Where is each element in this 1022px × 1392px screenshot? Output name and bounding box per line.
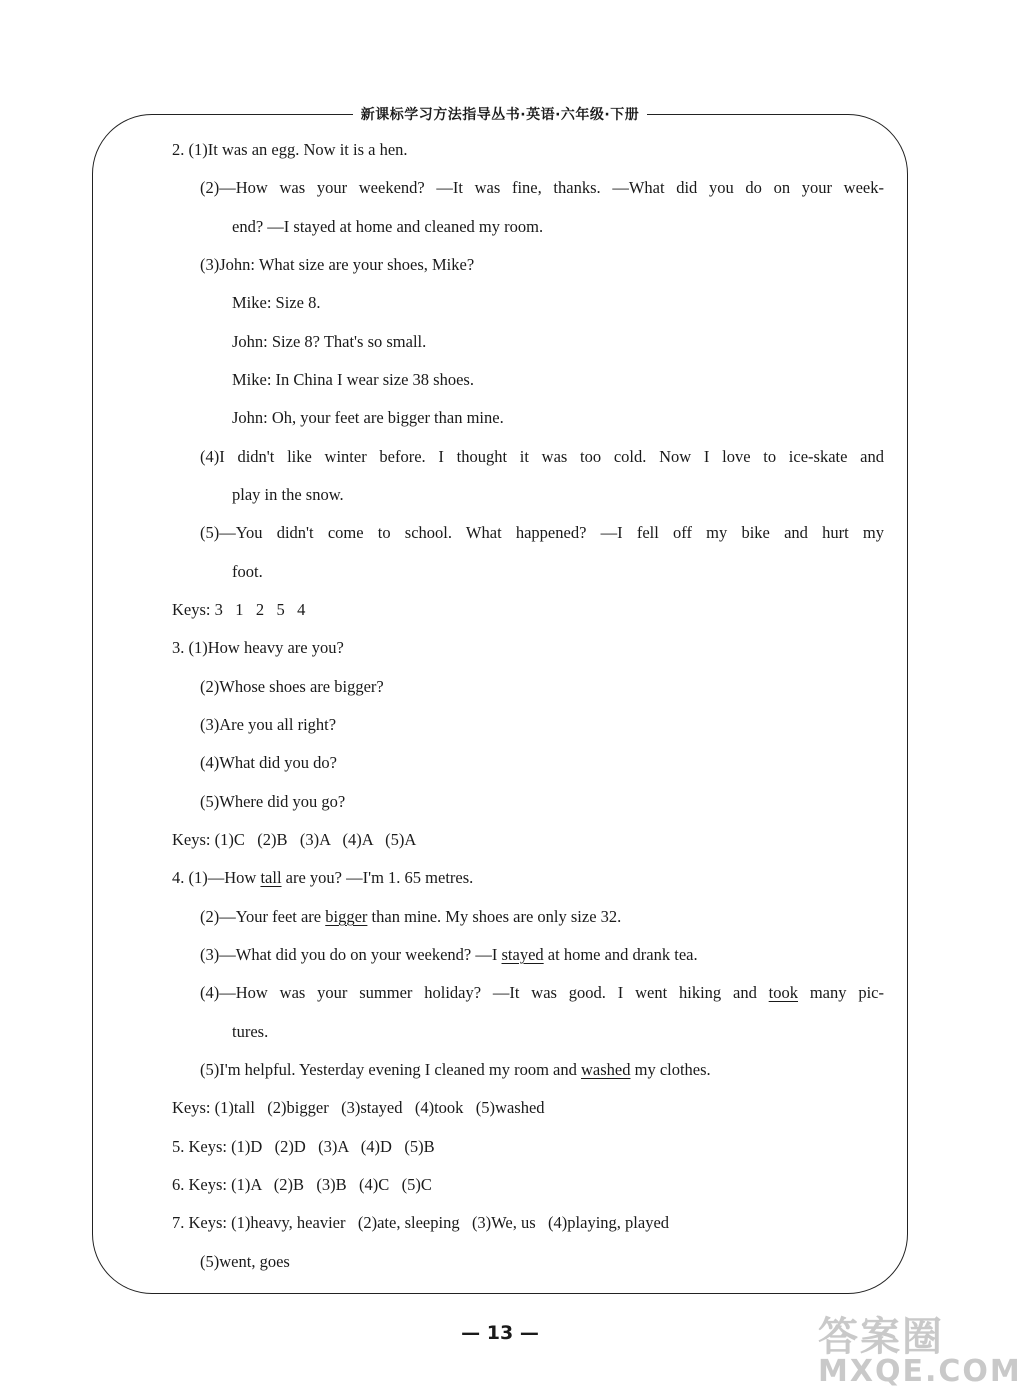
q3-line-5: (5)Where did you go? <box>200 792 346 811</box>
q4-line-6-a: (5)I'm helpful. Yesterday evening I cleaned my room and <box>200 1060 581 1079</box>
watermark-line-2: MXQE.COM <box>818 1354 1022 1389</box>
q2-line-3: end? —I stayed at home and cleaned my room. <box>232 217 544 236</box>
q2-line-7: Mike: In China I wear size 38 shoes. <box>232 370 474 389</box>
q3-line-2: (2)Whose shoes are bigger? <box>200 677 384 696</box>
watermark-logo <box>818 1305 1022 1389</box>
q4-line-4 <box>200 983 884 1003</box>
q3-line-1: 3. (1)How heavy are you? <box>172 638 344 657</box>
q5-keys: 5. Keys: (1)D (2)D (3)A (4)D (5)B <box>172 1137 435 1156</box>
q2-line-2: (2)—How was your weekend? —It was fine, thanks. —What did you do on your week- <box>200 178 884 197</box>
q2-line-9: (4)I didn't like winter before. I thought it was too cold. Now I love to ice-skate and <box>200 447 884 466</box>
q4-line-3-a: (3)—What did you do on your weekend? —I <box>200 945 502 964</box>
q4-line-3-b: at home and drank tea. <box>543 945 698 964</box>
q2-line-6: John: Size 8? That's so small. <box>232 332 427 351</box>
q4-keys: Keys: (1)tall (2)bigger (3)stayed (4)took (5)washed <box>172 1098 545 1117</box>
q4-answer-5: washed <box>581 1060 631 1079</box>
q4-answer-2: bigger <box>325 907 368 926</box>
q2-line-1: 2. (1)It was an egg. Now it is a hen. <box>172 140 408 159</box>
q4-line-6 <box>200 1060 711 1080</box>
q3-keys: Keys: (1)C (2)B (3)A (4)A (5)A <box>172 830 417 849</box>
watermark-line-1: 答案圈 <box>818 1314 944 1360</box>
q4-line-5: tures. <box>232 1022 269 1041</box>
q4-line-2 <box>200 907 621 927</box>
q4-line-1-a: 4. (1)—How <box>172 868 261 887</box>
q4-line-6-b: my clothes. <box>630 1060 711 1079</box>
q3-line-4: (4)What did you do? <box>200 753 338 772</box>
q4-line-4-a: (4)—How was your summer holiday? —It was good. I went hiking and <box>200 983 769 1002</box>
q4-line-4-b: many pic- <box>798 983 884 1002</box>
q4-line-1 <box>172 868 473 888</box>
page-number: — 13 — <box>461 1322 539 1344</box>
q2-line-4: (3)John: What size are your shoes, Mike? <box>200 255 475 274</box>
q2-line-12: foot. <box>232 562 263 581</box>
q6-keys: 6. Keys: (1)A (2)B (3)B (4)C (5)C <box>172 1175 432 1194</box>
q4-answer-4: took <box>768 983 799 1002</box>
header-title: 新课标学习方法指导丛书·英语·六年级·下册 <box>353 107 647 123</box>
q2-line-5: Mike: Size 8. <box>232 293 321 312</box>
q4-answer-1: tall <box>260 868 282 887</box>
q2-line-8: John: Oh, your feet are bigger than mine. <box>232 408 504 427</box>
q4-line-2-a: (2)—Your feet are <box>200 907 326 926</box>
q7-keys: 7. Keys: (1)heavy, heavier (2)ate, sleeping (3)We, us (4)playing, played <box>172 1213 670 1232</box>
q2-keys: Keys: 3 1 2 5 4 <box>172 600 306 619</box>
q2-line-10: play in the snow. <box>232 485 344 504</box>
q4-line-1-b: are you? —I'm 1. 65 metres. <box>281 868 474 887</box>
q3-line-3: (3)Are you all right? <box>200 715 337 734</box>
q4-line-3 <box>200 945 698 965</box>
q2-line-11: (5)—You didn't come to school. What happened? —I fell off my bike and hurt my <box>200 523 884 542</box>
q4-answer-3: stayed <box>501 945 544 964</box>
q4-line-2-b: than mine. My shoes are only size 32. <box>367 907 622 926</box>
q7-line-2: (5)went, goes <box>200 1252 290 1271</box>
